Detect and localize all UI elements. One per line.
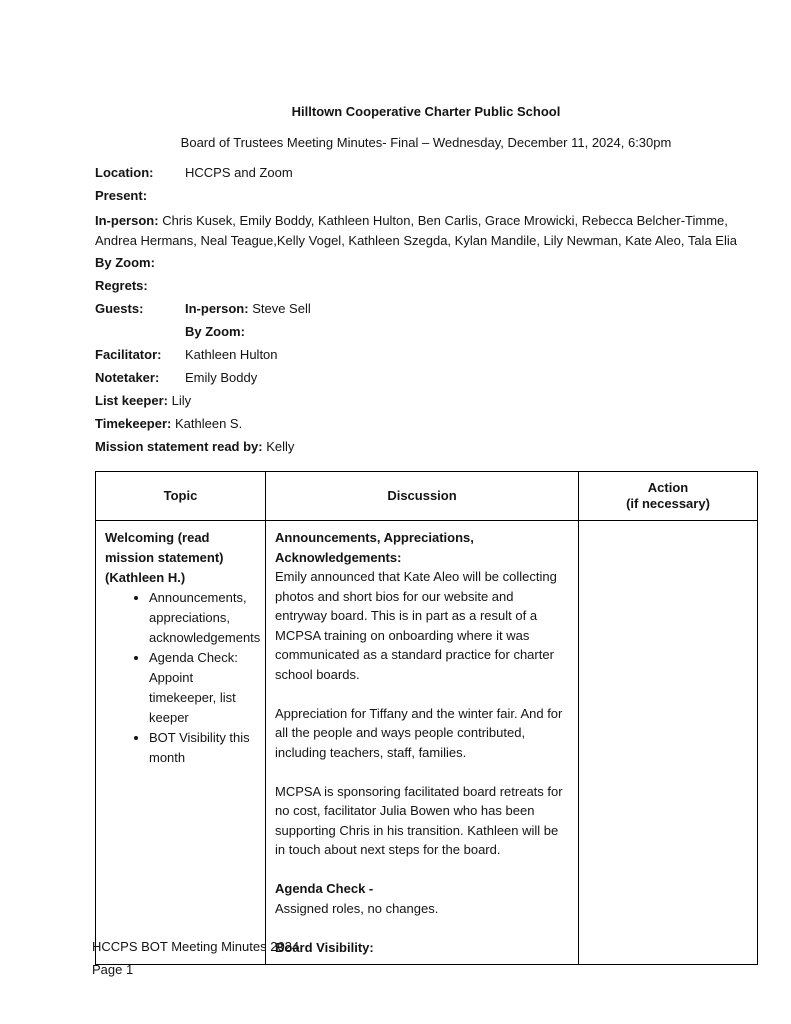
page-footer xyxy=(92,936,299,981)
location-label: Location: xyxy=(95,165,154,180)
topic-cell xyxy=(96,521,266,965)
list-keeper-row xyxy=(95,393,757,409)
discussion-heading-announcements: Announcements, Appreciations, Acknowledgements: xyxy=(275,530,474,565)
discussion-cell xyxy=(266,521,579,965)
discussion-heading-agenda-check: Agenda Check - xyxy=(275,881,374,896)
facilitator-label: Facilitator: xyxy=(95,347,162,362)
discussion-paragraph: Appreciation for Tiffany and the winter fair. And for all the people and ways people contributed, including teachers, staff, families. xyxy=(275,705,563,760)
footer-line2: Page 1 xyxy=(92,961,134,977)
topic-title: Welcoming (read mission statement) (Kathleen H.) xyxy=(105,530,224,585)
notetaker-value: Emily Boddy xyxy=(185,370,258,385)
topic-bullet-item: • BOT Visibility this month xyxy=(149,728,256,768)
timekeeper-label: Timekeeper: xyxy=(95,416,172,431)
list-keeper-label: List keeper: xyxy=(95,393,168,408)
mission-statement-row xyxy=(95,439,757,455)
action-header-line1: Action xyxy=(647,480,689,495)
footer-line1: HCCPS BOT Meeting Minutes 2024 xyxy=(92,939,300,954)
location-row xyxy=(95,165,757,181)
by-zoom-row xyxy=(95,255,757,271)
guests-in-person-value: Steve Sell xyxy=(252,301,311,316)
document-content xyxy=(95,104,757,965)
topic-column-header: Topic xyxy=(96,472,266,521)
table-header-row xyxy=(96,472,758,521)
regrets-row xyxy=(95,278,757,294)
discussion-column-header: Discussion xyxy=(266,472,579,521)
in-person-paragraph xyxy=(95,211,757,251)
present-label: Present: xyxy=(95,188,148,203)
table-row xyxy=(96,521,758,965)
guests-by-zoom-row xyxy=(185,324,757,340)
timekeeper-value: Kathleen S. xyxy=(174,416,243,431)
guests-row xyxy=(95,301,757,317)
action-header-line2: (if necessary) xyxy=(626,496,710,511)
list-keeper-value: Lily xyxy=(171,393,192,408)
minutes-table xyxy=(95,471,758,965)
topic-bullet-list xyxy=(105,588,261,768)
present-row xyxy=(95,188,757,204)
action-cell xyxy=(579,521,758,965)
mission-statement-value: Kelly xyxy=(266,439,295,454)
guests-by-zoom-label: By Zoom: xyxy=(185,324,245,339)
timekeeper-row xyxy=(95,416,757,432)
page-subtitle: Board of Trustees Meeting Minutes- Final – Wednesday, December 11, 2024, 6:30pm xyxy=(180,135,672,150)
discussion-paragraph: MCPSA is sponsoring facilitated board retreats for no cost, facilitator Julia Bowen who has been supporting Chris in his transition. Kathleen will be in touch about next steps for the board. xyxy=(275,783,563,857)
discussion-paragraph: Assigned roles, no changes. xyxy=(275,900,439,916)
in-person-label: In-person: xyxy=(95,213,159,228)
action-column-header xyxy=(579,472,758,521)
notetaker-label: Notetaker: xyxy=(95,370,160,385)
guests-in-person-label: In-person: xyxy=(185,301,249,316)
topic-bullet-item: • Agenda Check: Appoint timekeeper, list keeper xyxy=(149,648,256,728)
page-title: Hilltown Cooperative Charter Public School xyxy=(291,104,561,119)
by-zoom-label: By Zoom: xyxy=(95,255,155,270)
in-person-value: Chris Kusek, Emily Boddy, Kathleen Hulton, Ben Carlis, Grace Mrowicki, Rebecca Belcher-Timme, Andrea Hermans, Neal Teague,Kelly Vogel, Kathleen Szegda, Kylan Mandile, Lily Newman, Kate Aleo, Tala Elia xyxy=(95,213,737,248)
regrets-label: Regrets: xyxy=(95,278,148,293)
mission-statement-label: Mission statement read by: xyxy=(95,439,263,454)
notetaker-row xyxy=(95,370,757,386)
topic-bullet-item: • Announcements, appreciations, acknowledgements xyxy=(149,588,256,648)
location-value: HCCPS and Zoom xyxy=(185,165,293,180)
guests-label: Guests: xyxy=(95,301,144,316)
facilitator-row xyxy=(95,347,757,363)
facilitator-value: Kathleen Hulton xyxy=(185,347,278,362)
discussion-heading-board-visibility: Board Visibility: xyxy=(275,939,374,955)
discussion-paragraph: Emily announced that Kate Aleo will be collecting photos and short bios for our website and entryway board. This is in part as a result of a MCPSA training on onboarding where it was communicated as a standard practice for charter school boards. xyxy=(275,569,557,682)
